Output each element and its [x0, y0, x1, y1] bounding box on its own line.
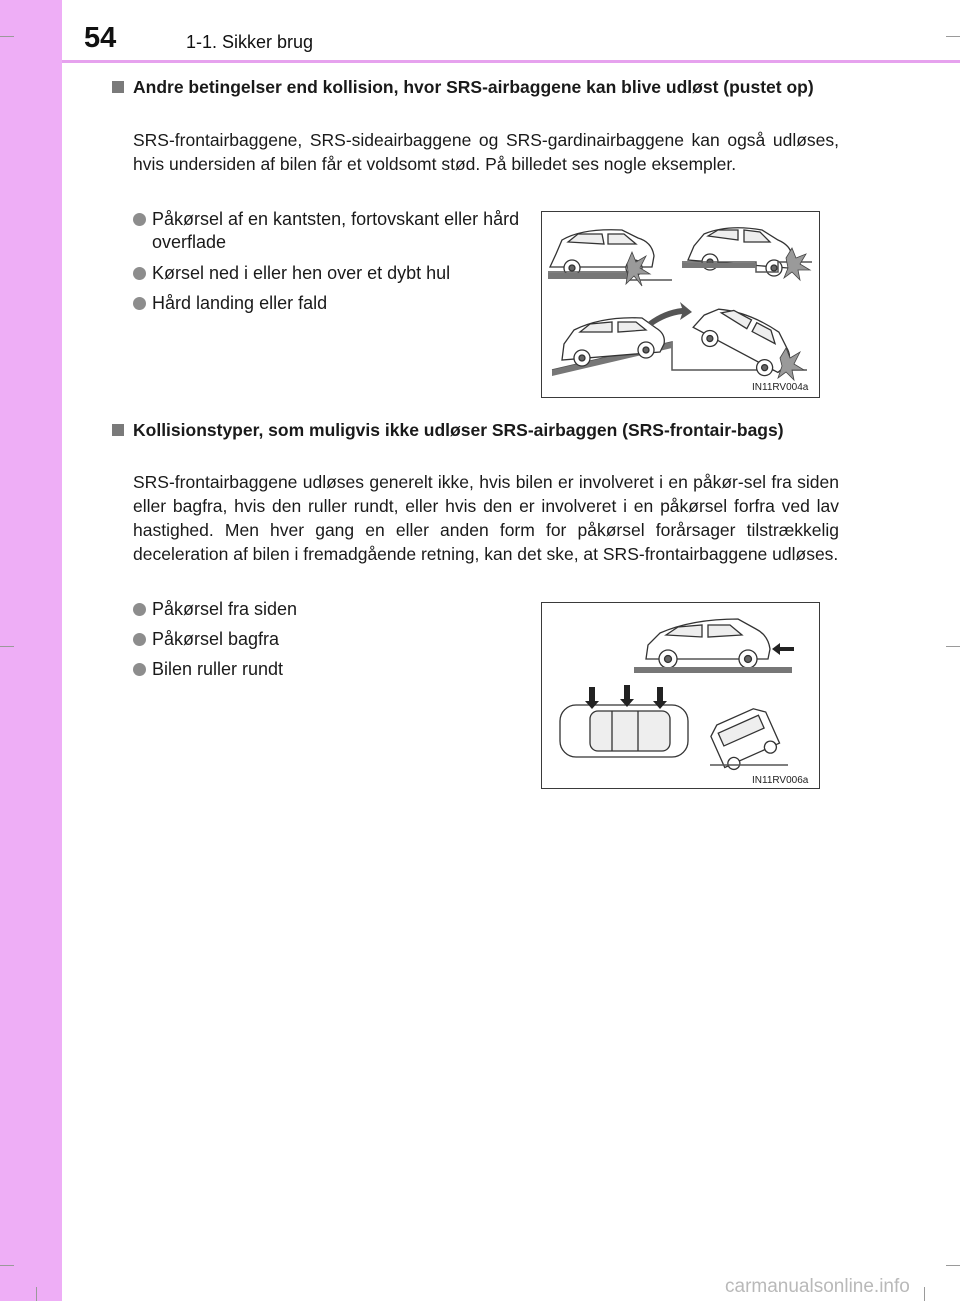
bullet-text: Kørsel ned i eller hen over et dybt hul [152, 263, 451, 283]
bullet-dot-icon [133, 297, 146, 310]
car-rear-impact-icon [646, 619, 770, 668]
bullet-item [133, 292, 547, 315]
crop-mark [946, 646, 960, 647]
bullet-item [133, 598, 512, 621]
bullet-dot-icon [133, 603, 146, 616]
chapter-title: 1-1. Sikker brug [186, 32, 314, 52]
motion-arrow-icon [648, 302, 692, 326]
bullet-item [133, 658, 512, 681]
bullet-item [133, 628, 512, 651]
crop-mark [0, 646, 14, 647]
car-pothole-icon [688, 228, 792, 276]
bullet-text: Påkørsel af en kantsten, fortovskant eller hård overflade [152, 209, 520, 252]
page-number: 54 [84, 22, 117, 54]
crop-mark [946, 36, 960, 37]
section-heading [112, 418, 845, 442]
bullet-dot-icon [133, 633, 146, 646]
crop-mark [36, 1287, 37, 1301]
arrow-left-icon [772, 643, 794, 655]
figure-code: IN11RV004a [752, 382, 809, 393]
square-bullet-icon [112, 81, 124, 93]
crop-mark [924, 1287, 925, 1301]
bullet-dot-icon [133, 663, 146, 676]
collision-types-illustration [542, 603, 819, 788]
section-heading-text: Andre betingelser end kollision, hvor SRS-airbaggene kan blive udløst (pustet op) [133, 77, 814, 97]
bullet-dot-icon [133, 213, 146, 226]
figure-code: IN11RV006a [752, 775, 809, 786]
bullet-item [133, 262, 547, 285]
section-paragraph: SRS-frontairbaggene udløses generelt ikke, hvis bilen er involveret i en påkør-sel fra siden eller bagfra, hvis den ruller rundt, eller hvis den er involveret i en påkørsel forfra ved lav hastighed. Men hver gang en eller anden form for påkørsel forårsager tilstrækkelig deceleration af bilen i fremadgående retning, kan det ske, at SRS-frontairbaggene udløses. [133, 472, 839, 564]
bullet-text: Påkørsel bagfra [152, 629, 280, 649]
bullet-text: Bilen ruller rundt [152, 659, 284, 679]
footer-watermark[interactable]: carmanualsonline.info [725, 1276, 910, 1297]
square-bullet-icon [112, 424, 124, 436]
bullet-text: Påkørsel fra siden [152, 599, 298, 619]
bullet-text: Hård landing eller fald [152, 293, 328, 313]
crop-mark [946, 1265, 960, 1266]
header-rule [62, 60, 960, 63]
underbody-impact-illustration [542, 212, 819, 397]
arrow-down-icon [620, 685, 634, 707]
car-rollover-icon [708, 705, 782, 773]
figure-underbody-impact [541, 211, 820, 398]
crop-mark [0, 1265, 14, 1266]
section-heading-text: Kollisionstyper, som muligvis ikke udløser SRS-airbaggen (SRS-frontair-bags) [133, 420, 784, 440]
section-paragraph: SRS-frontairbaggene, SRS-sideairbaggene og SRS-gardinairbaggene kan også udløses, hvis undersiden af bilen får et voldsomt stød. På billedet ses nogle eksempler. [133, 130, 839, 174]
figure-collision-types [541, 602, 820, 789]
sidebar-band [0, 0, 62, 1301]
crop-mark [0, 36, 14, 37]
bullet-item [133, 208, 547, 254]
bullet-dot-icon [133, 267, 146, 280]
car-top-view-icon [560, 705, 688, 757]
section-heading [112, 75, 845, 99]
